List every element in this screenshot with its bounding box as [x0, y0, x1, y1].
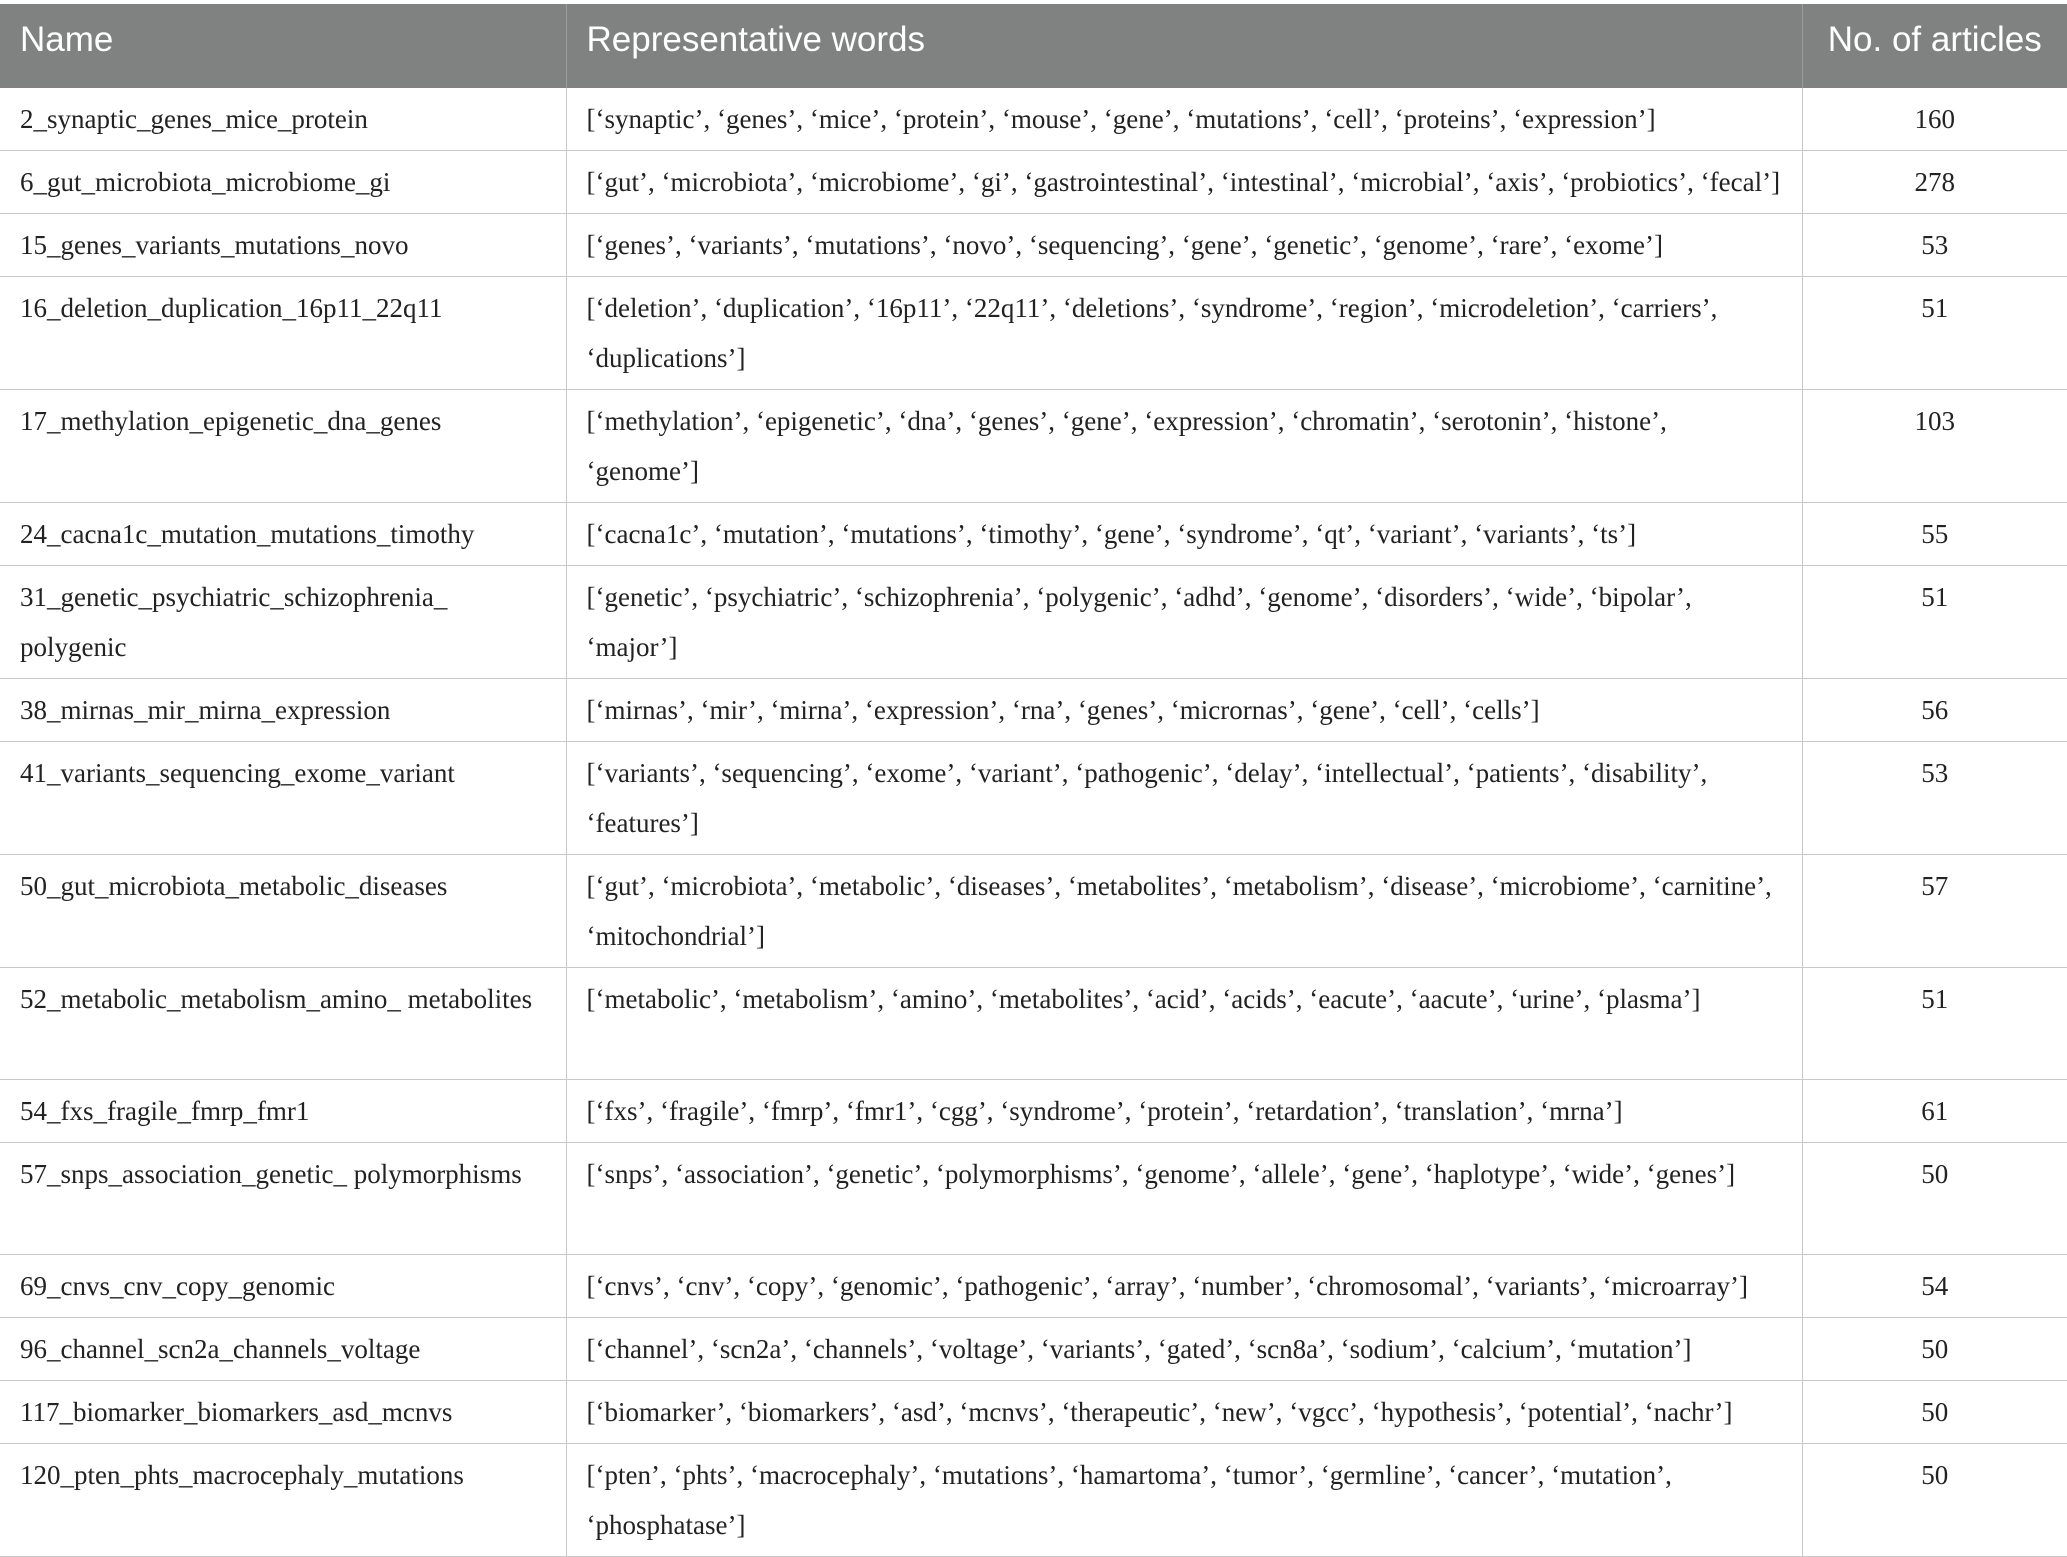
cell-name: 6_gut_microbiota_microbiome_gi: [0, 151, 566, 214]
cell-count: 61: [1802, 1080, 2067, 1143]
cell-count: 51: [1802, 968, 2067, 1080]
cell-name: 52_metabolic_metabolism_amino_ metabolites: [0, 968, 566, 1080]
cell-name: 57_snps_association_genetic_ polymorphisms: [0, 1143, 566, 1255]
cell-count: 53: [1802, 742, 2067, 855]
cell-words: [‘cacna1c’, ‘mutation’, ‘mutations’, ‘timothy’, ‘gene’, ‘syndrome’, ‘qt’, ‘variant’, ‘variants’, ‘ts’]: [566, 503, 1802, 566]
cell-name: 117_biomarker_biomarkers_asd_mcnvs: [0, 1381, 566, 1444]
table-row: [0, 1444, 2067, 1557]
table-row: [0, 1381, 2067, 1444]
cell-words: [‘deletion’, ‘duplication’, ‘16p11’, ‘22q11’, ‘deletions’, ‘syndrome’, ‘region’, ‘microdeletion’, ‘carriers’, ‘duplications’]: [566, 277, 1802, 390]
cell-words: [‘pten’, ‘phts’, ‘macrocephaly’, ‘mutations’, ‘hamartoma’, ‘tumor’, ‘germline’, ‘cancer’, ‘mutation’, ‘phosphatase’]: [566, 1444, 1802, 1557]
topic-table: [0, 4, 2067, 1557]
cell-name: 69_cnvs_cnv_copy_genomic: [0, 1255, 566, 1318]
table-row: [0, 679, 2067, 742]
cell-words: [‘mirnas’, ‘mir’, ‘mirna’, ‘expression’, ‘rna’, ‘genes’, ‘micrornas’, ‘gene’, ‘cell’, ‘cells’]: [566, 679, 1802, 742]
cell-count: 50: [1802, 1381, 2067, 1444]
table-row: [0, 968, 2067, 1080]
table-row: [0, 214, 2067, 277]
table-row: [0, 566, 2067, 679]
cell-words: [‘biomarker’, ‘biomarkers’, ‘asd’, ‘mcnvs’, ‘therapeutic’, ‘new’, ‘vgcc’, ‘hypothesis’, ‘potential’, ‘nachr’]: [566, 1381, 1802, 1444]
cell-count: 53: [1802, 214, 2067, 277]
cell-count: 50: [1802, 1318, 2067, 1381]
table-row: [0, 151, 2067, 214]
cell-count: 50: [1802, 1444, 2067, 1557]
cell-count: 50: [1802, 1143, 2067, 1255]
header-row: [0, 4, 2067, 88]
table-header: [0, 4, 2067, 88]
cell-count: 51: [1802, 277, 2067, 390]
table-row: [0, 1255, 2067, 1318]
topic-table-container: [0, 4, 2067, 1557]
cell-words: [‘genes’, ‘variants’, ‘mutations’, ‘novo’, ‘sequencing’, ‘gene’, ‘genetic’, ‘genome’, ‘rare’, ‘exome’]: [566, 214, 1802, 277]
cell-count: 57: [1802, 855, 2067, 968]
cell-name: 38_mirnas_mir_mirna_expression: [0, 679, 566, 742]
cell-words: [‘gut’, ‘microbiota’, ‘metabolic’, ‘diseases’, ‘metabolites’, ‘metabolism’, ‘disease’, ‘microbiome’, ‘carnitine’, ‘mitochondrial’]: [566, 855, 1802, 968]
header-representative-words: Representative words: [566, 4, 1802, 88]
cell-words: [‘genetic’, ‘psychiatric’, ‘schizophrenia’, ‘polygenic’, ‘adhd’, ‘genome’, ‘disorders’, ‘wide’, ‘bipolar’, ‘major’]: [566, 566, 1802, 679]
cell-name: 54_fxs_fragile_fmrp_fmr1: [0, 1080, 566, 1143]
cell-words: [‘channel’, ‘scn2a’, ‘channels’, ‘voltage’, ‘variants’, ‘gated’, ‘scn8a’, ‘sodium’, ‘calcium’, ‘mutation’]: [566, 1318, 1802, 1381]
table-row: [0, 1318, 2067, 1381]
cell-count: 51: [1802, 566, 2067, 679]
cell-words: [‘variants’, ‘sequencing’, ‘exome’, ‘variant’, ‘pathogenic’, ‘delay’, ‘intellectual’, ‘patients’, ‘disability’, ‘features’]: [566, 742, 1802, 855]
cell-words: [‘methylation’, ‘epigenetic’, ‘dna’, ‘genes’, ‘gene’, ‘expression’, ‘chromatin’, ‘serotonin’, ‘histone’, ‘genome’]: [566, 390, 1802, 503]
cell-name: 50_gut_microbiota_metabolic_diseases: [0, 855, 566, 968]
cell-count: 56: [1802, 679, 2067, 742]
cell-words: [‘gut’, ‘microbiota’, ‘microbiome’, ‘gi’, ‘gastrointestinal’, ‘intestinal’, ‘microbial’, ‘axis’, ‘probiotics’, ‘fecal’]: [566, 151, 1802, 214]
cell-count: 54: [1802, 1255, 2067, 1318]
table-row: [0, 503, 2067, 566]
cell-name: 31_genetic_psychiatric_schizophrenia_ polygenic: [0, 566, 566, 679]
table-row: [0, 742, 2067, 855]
table-row: [0, 390, 2067, 503]
cell-name: 120_pten_phts_macrocephaly_mutations: [0, 1444, 566, 1557]
cell-count: 278: [1802, 151, 2067, 214]
header-name: Name: [0, 4, 566, 88]
cell-name: 16_deletion_duplication_16p11_22q11: [0, 277, 566, 390]
table-row: [0, 1143, 2067, 1255]
cell-count: 103: [1802, 390, 2067, 503]
cell-words: [‘snps’, ‘association’, ‘genetic’, ‘polymorphisms’, ‘genome’, ‘allele’, ‘gene’, ‘haplotype’, ‘wide’, ‘genes’]: [566, 1143, 1802, 1255]
table-body: [0, 88, 2067, 1557]
header-no-of-articles: No. of articles: [1802, 4, 2067, 88]
cell-words: [‘fxs’, ‘fragile’, ‘fmrp’, ‘fmr1’, ‘cgg’, ‘syndrome’, ‘protein’, ‘retardation’, ‘translation’, ‘mrna’]: [566, 1080, 1802, 1143]
cell-count: 55: [1802, 503, 2067, 566]
cell-name: 24_cacna1c_mutation_mutations_timothy: [0, 503, 566, 566]
cell-name: 15_genes_variants_mutations_novo: [0, 214, 566, 277]
cell-name: 41_variants_sequencing_exome_variant: [0, 742, 566, 855]
cell-name: 96_channel_scn2a_channels_voltage: [0, 1318, 566, 1381]
cell-name: 2_synaptic_genes_mice_protein: [0, 88, 566, 151]
cell-words: [‘metabolic’, ‘metabolism’, ‘amino’, ‘metabolites’, ‘acid’, ‘acids’, ‘eacute’, ‘aacute’, ‘urine’, ‘plasma’]: [566, 968, 1802, 1080]
cell-name: 17_methylation_epigenetic_dna_genes: [0, 390, 566, 503]
cell-words: [‘cnvs’, ‘cnv’, ‘copy’, ‘genomic’, ‘pathogenic’, ‘array’, ‘number’, ‘chromosomal’, ‘variants’, ‘microarray’]: [566, 1255, 1802, 1318]
table-row: [0, 88, 2067, 151]
cell-count: 160: [1802, 88, 2067, 151]
cell-words: [‘synaptic’, ‘genes’, ‘mice’, ‘protein’, ‘mouse’, ‘gene’, ‘mutations’, ‘cell’, ‘proteins’, ‘expression’]: [566, 88, 1802, 151]
table-row: [0, 1080, 2067, 1143]
table-row: [0, 855, 2067, 968]
table-row: [0, 277, 2067, 390]
